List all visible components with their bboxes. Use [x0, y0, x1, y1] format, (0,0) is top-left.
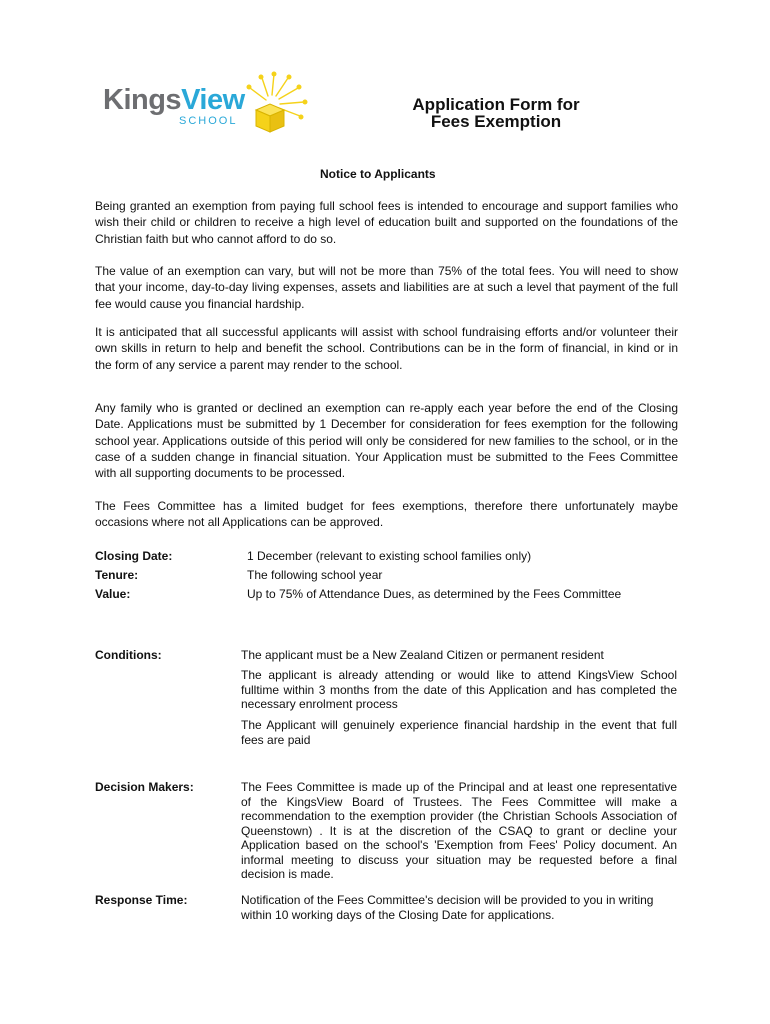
logo-box-icon [238, 70, 310, 136]
response-time-text: Notification of the Fees Committee's decision will be provided to you in writing within 10 working days of the Closing Date for applications. [241, 893, 654, 922]
logo-subtitle: SCHOOL [179, 115, 238, 127]
form-title [380, 96, 612, 130]
intro-paragraph: Being granted an exemption from paying full school fees is intended to encourage and support families who wish their child or children to receive a high level of education built and supported on the foundations of the Christian faith but who cannot afford to do so. [95, 199, 678, 246]
value-value: Up to 75% of Attendance Dues, as determined by the Fees Committee [247, 587, 622, 601]
decision-makers-label: Decision Makers: [95, 780, 194, 794]
logo-word-kings: Kings [103, 84, 182, 116]
tenure-value: The following school year [247, 568, 383, 582]
reapply-paragraph: Any family who is granted or declined an exemption can re-apply each year before the end of the Closing Date. Applications must be submitted by 1 December for consideration for fees exemption for the following school year. Applications outside of this period will only be considered for new families to the school, or in the case of a sudden change in financial situation. Your Application must be submitted to the Fees Committee with all supporting documents to be processed. [95, 401, 678, 481]
value-label: Value: [95, 587, 131, 601]
form-title-line-2: Fees Exemption [430, 112, 562, 131]
condition-item: The applicant must be a New Zealand Citizen or permanent resident [241, 648, 604, 662]
conditions-label: Conditions: [95, 648, 162, 662]
closing-date-value: 1 December (relevant to existing school families only) [247, 549, 532, 563]
budget-paragraph: The Fees Committee has a limited budget for fees exemptions, therefore there unfortunately maybe occasions where not all Applications can be approved. [95, 499, 678, 530]
value-paragraph: The value of an exemption can vary, but will not be more than 75% of the total fees. You will need to show that your income, day-to-day living expenses, assets and liabilities are at such a level that payment of the full fee would cause you financial hardship. [95, 264, 678, 311]
logo-wordmark [103, 84, 245, 117]
logo-word-view: View [181, 84, 245, 116]
school-logo [103, 70, 313, 140]
tenure-label: Tenure: [95, 568, 139, 582]
response-time-label: Response Time: [95, 893, 188, 907]
form-title-line-1: Application Form for [412, 95, 580, 114]
condition-item: The Applicant will genuinely experience financial hardship in the event that full fees are paid [241, 718, 677, 747]
fundraising-paragraph: It is anticipated that all successful applicants will assist with school fundraising efforts and/or volunteer their own skills in return to help and benefit the school. Contributions can be in the form of financial, in kind or in the form of any service a parent may render to the school. [95, 325, 678, 372]
decision-makers-text: The Fees Committee is made up of the Principal and at least one representative of the KingsView Board of Trustees. The Fees Committee will make a recommendation to the exemption provider (the Christian Schools Association of Queenstown) . It is at the discretion of the CSAQ to grant or decline your Application based on the school's 'Exemption from Fees' Policy document. An informal meeting to discuss your situation may be requested before a final decision is made. [241, 780, 677, 881]
closing-date-label: Closing Date: [95, 549, 173, 563]
condition-item: The applicant is already attending or would like to attend KingsView School fulltime within 3 months from the date of this Application and has completed the necessary enrolment process [241, 668, 677, 711]
notice-heading: Notice to Applicants [320, 167, 436, 181]
